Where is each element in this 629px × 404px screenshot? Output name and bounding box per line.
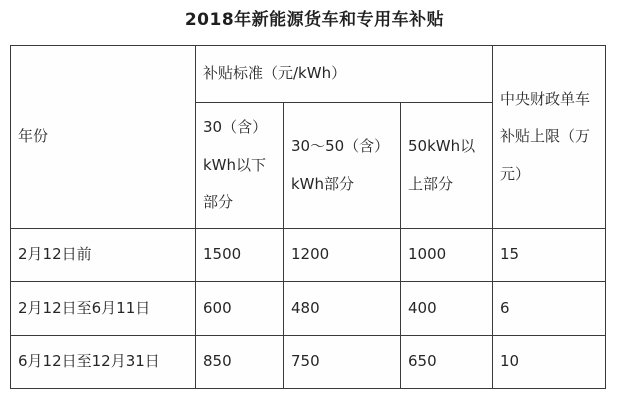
cap-column-header: 中央财政单车补贴上限（万元） xyxy=(493,46,606,229)
cell-subsidy-below-30: 1500 xyxy=(196,229,284,282)
cell-subsidy-above-50: 1000 xyxy=(401,229,493,282)
header-row-group xyxy=(11,46,606,103)
cell-cap: 15 xyxy=(493,229,606,282)
cell-cap: 6 xyxy=(493,282,606,336)
table-row xyxy=(11,229,606,282)
col-header-30-50kwh: 30～50（含）kWh部分 xyxy=(284,103,401,229)
col-header-above-50kwh: 50kWh以上部分 xyxy=(401,103,493,229)
subsidy-standard-group-header: 补贴标准（元/kWh） xyxy=(196,46,493,103)
table-row xyxy=(11,282,606,336)
cell-period: 2月12日至6月11日 xyxy=(11,282,196,336)
cell-subsidy-above-50: 400 xyxy=(401,282,493,336)
cell-period: 2月12日前 xyxy=(11,229,196,282)
subsidy-table xyxy=(10,45,606,389)
cell-subsidy-below-30: 850 xyxy=(196,336,284,389)
cell-cap: 10 xyxy=(493,336,606,389)
table-row xyxy=(11,336,606,389)
page-title: 2018年新能源货车和专用车补贴 xyxy=(184,10,445,30)
cell-subsidy-30-50: 750 xyxy=(284,336,401,389)
year-column-header: 年份 xyxy=(11,46,196,229)
cell-period: 6月12日至12月31日 xyxy=(11,336,196,389)
cell-subsidy-30-50: 480 xyxy=(284,282,401,336)
col-header-below-30kwh: 30（含）kWh以下部分 xyxy=(196,103,284,229)
cell-subsidy-above-50: 650 xyxy=(401,336,493,389)
cell-subsidy-below-30: 600 xyxy=(196,282,284,336)
cell-subsidy-30-50: 1200 xyxy=(284,229,401,282)
